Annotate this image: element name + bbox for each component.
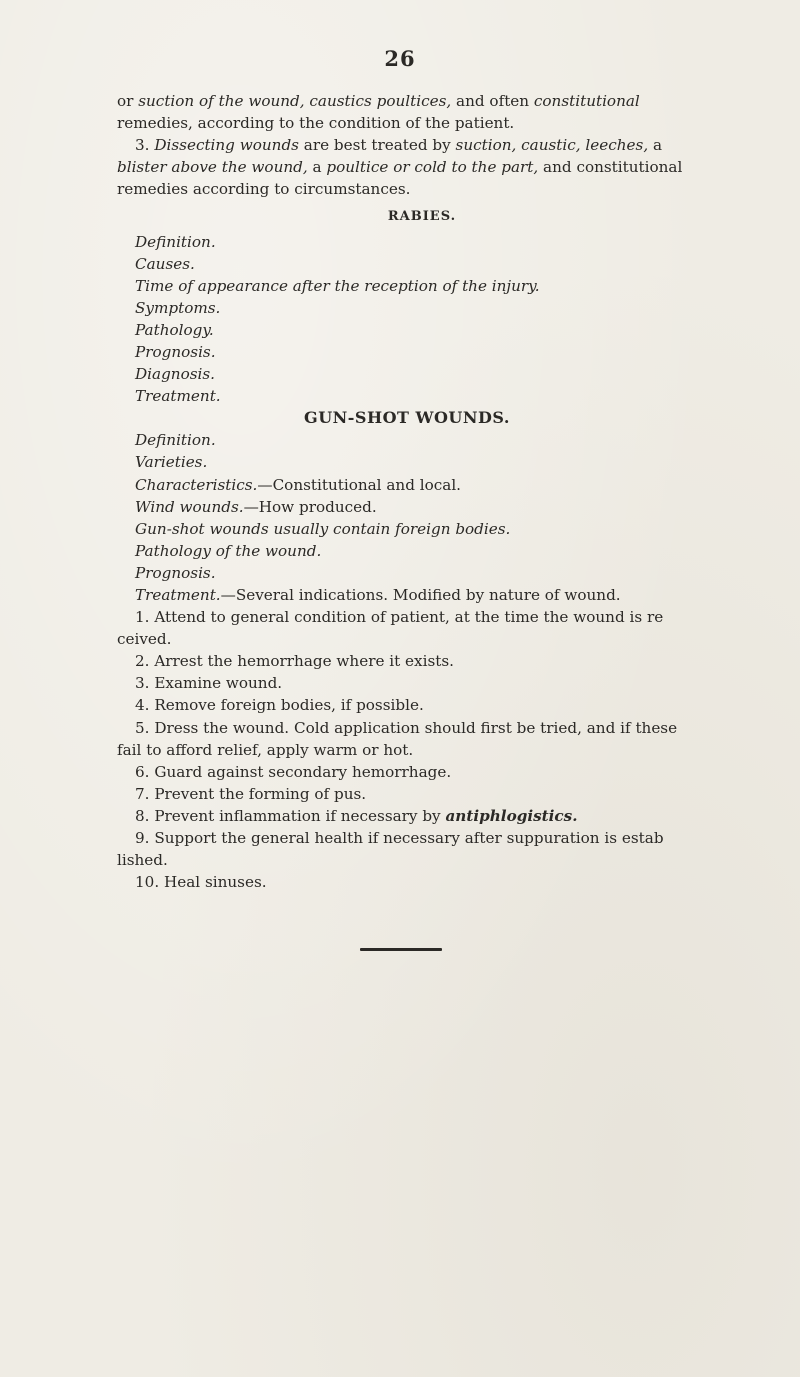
body-text <box>117 90 697 893</box>
outline-item-emphasis: Characteristics. <box>135 475 258 494</box>
outline-item-text: Definition. <box>135 232 216 251</box>
outline-item-text: Prognosis. <box>135 563 216 582</box>
outline-item-text: —How produced. <box>243 497 377 516</box>
treatment-step: 9. Support the general health if necessary after suppuration is estab lished. <box>117 829 664 870</box>
treatment-step <box>117 805 697 827</box>
outline-item-text: Causes. <box>135 254 195 273</box>
outline-item-text: Symptoms. <box>135 298 221 317</box>
outline-item-text: —Several indications. Modified by nature of wound. <box>220 585 621 604</box>
outline-item-emphasis: Wind wounds. <box>135 497 244 516</box>
dissecting-wounds-paragraph <box>117 134 697 200</box>
item-text: are best treated by <box>298 136 456 155</box>
rabies-heading: RABIES. <box>387 209 457 225</box>
treatment-step: 10. Heal sinuses. <box>135 873 267 892</box>
item-text: a <box>307 158 327 177</box>
closing-rule <box>360 948 442 951</box>
outline-item <box>117 363 697 385</box>
item-text: and constitutional remedies according to circumstances. <box>117 158 683 199</box>
outline-item <box>117 297 697 319</box>
item-emphasis: blister above the wound, <box>117 158 308 177</box>
treatment-step-text: 8. Prevent inflammation if necessary by <box>135 806 446 825</box>
outline-item-text: —Constitutional and local. <box>257 475 462 494</box>
intro-paragraph <box>117 90 697 134</box>
outline-item-text: Gun-shot wounds usually contain foreign bodies. <box>135 519 511 538</box>
treatment-step: 5. Dress the wound. Cold application should first be tried, and if these fail to afford relief, apply warm or hot. <box>117 718 678 759</box>
outline-item <box>117 319 697 341</box>
outline-item-emphasis: Treatment. <box>135 585 221 604</box>
outline-item-text: Pathology. <box>135 320 214 339</box>
treatment-step: 7. Prevent the forming of pus. <box>135 784 367 803</box>
gunshot-heading: GUN-SHOT WOUNDS. <box>304 408 510 428</box>
treatment-step: 1. Attend to general condition of patient, at the time the wound is re ceived. <box>117 608 664 649</box>
intro-text: or <box>117 92 139 110</box>
outline-item-text: Varieties. <box>135 453 208 472</box>
outline-item-text: Treatment. <box>135 387 221 406</box>
intro-emphasis: suction of the wound, caustics poultices, <box>138 92 452 110</box>
outline-item-text: Prognosis. <box>135 343 216 362</box>
treatment-step: 4. Remove foreign bodies, if possible. <box>135 696 424 715</box>
outline-item-text: Diagnosis. <box>135 365 216 384</box>
outline-item <box>117 496 697 518</box>
treatment-step-emphasis: antiphlogistics. <box>445 806 578 825</box>
outline-item <box>117 518 697 540</box>
intro-text: and often <box>451 92 534 110</box>
intro-text: remedies, according to the condition of the patient. <box>117 114 515 133</box>
outline-item <box>117 584 697 606</box>
outline-item-text: Pathology of the wound. <box>135 541 322 560</box>
treatment-step: 3. Examine wound. <box>135 674 283 693</box>
outline-item <box>117 540 697 562</box>
outline-item <box>117 474 697 496</box>
outline-item <box>117 231 697 253</box>
outline-item <box>117 451 697 473</box>
item-emphasis: Dissecting wounds <box>154 136 299 155</box>
intro-emphasis: constitutional <box>533 92 640 110</box>
item-number: 3. <box>135 136 155 155</box>
item-text: a <box>648 136 663 155</box>
treatment-step: 6. Guard against secondary hemorrhage. <box>135 762 452 781</box>
outline-item <box>117 429 697 451</box>
outline-item <box>117 562 697 584</box>
treatment-step: 2. Arrest the hemorrhage where it exists. <box>135 652 454 671</box>
page-number: 26 <box>384 46 416 71</box>
item-emphasis: poultice or cold to the part, <box>326 158 539 177</box>
outline-item-text: Time of appearance after the reception of the injury. <box>135 276 540 295</box>
outline-item <box>117 253 697 275</box>
outline-item <box>117 275 697 297</box>
item-emphasis: suction, caustic, leeches, <box>455 136 649 155</box>
outline-item-text: Definition. <box>135 431 216 450</box>
outline-item <box>117 385 697 407</box>
outline-item <box>117 341 697 363</box>
